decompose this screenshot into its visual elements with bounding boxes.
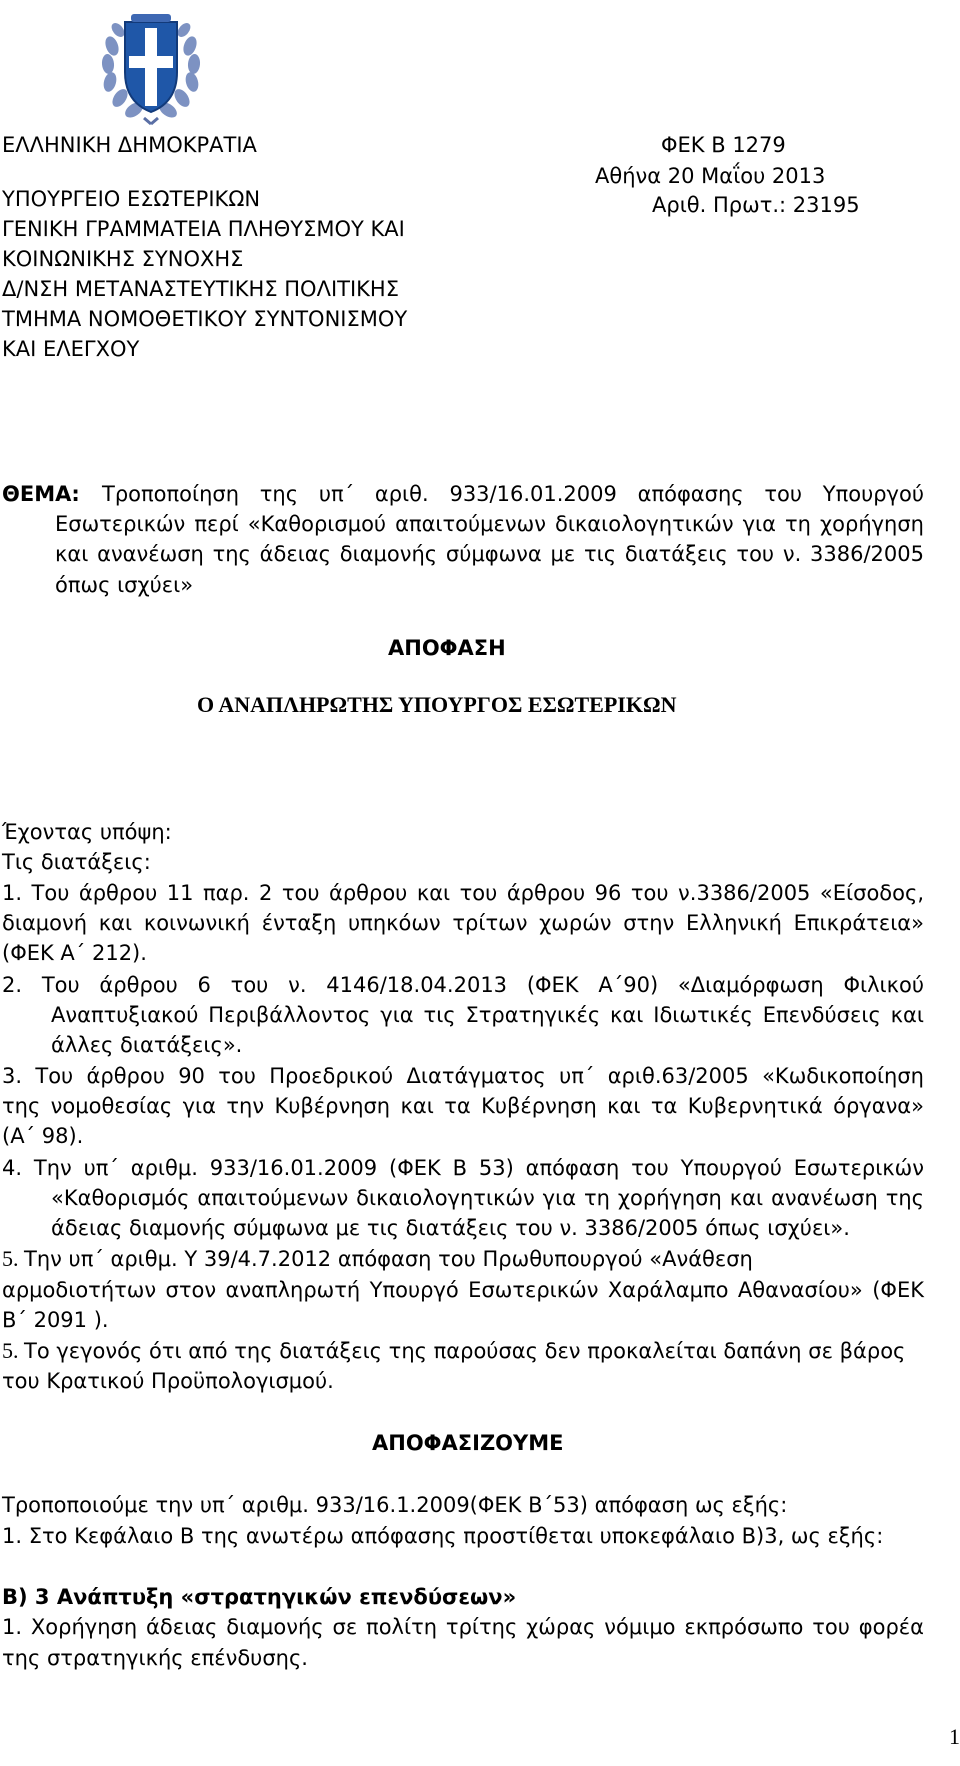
page-number: 1 <box>949 1724 960 1749</box>
minister-heading: Ο ΑΝΑΠΛΗΡΩΤΗΣ ΥΠΟΥΡΓΟΣ ΕΣΩΤΕΡΙΚΩΝ <box>197 692 677 717</box>
section-text-line-2: της στρατηγικής επένδυσης. <box>2 1646 308 1670</box>
subject-line-2: Εσωτερικών περί «Καθορισμού απαιτούμενων δικαιολογητικών για τη χορήγηση <box>55 512 924 536</box>
decide-heading: ΑΠΟΦΑΣΙΖΟΥΜΕ <box>372 1431 564 1455</box>
item-1-line-2: διαμονή και κοινωνική ένταξη υπηκόων τρίτων χωρών στην Ελληνική Επικράτεια» <box>2 911 924 935</box>
item-2-line-1: 2. Του άρθρου 6 του ν. 4146/18.04.2013 (ΦΕΚ Α΄90) «Διαμόρφωση Φιλικού <box>2 973 924 997</box>
gazette-reference: ΦΕΚ Β 1279 <box>661 133 786 157</box>
item-5-line-1: Την υπ΄ αριθμ. Υ 39/4.7.2012 απόφαση του Πρωθυπουργού «Ανάθεση <box>24 1247 753 1271</box>
item-6-line-1: Το γεγονός ότι από της διατάξεις της παρούσας δεν προκαλείται δαπάνη σε βάρος <box>24 1339 906 1363</box>
decision-heading: ΑΠΟΦΑΣΗ <box>388 636 506 660</box>
item-6-number: 5. <box>2 1338 19 1363</box>
item-1-line-1: 1. Του άρθρου 11 παρ. 2 του άρθρου και του άρθρου 96 του ν.3386/2005 «Είσοδος, <box>2 881 924 905</box>
header-general-secretariat: ΓΕΝΙΚΗ ΓΡΑΜΜΑΤΕΙΑ ΠΛΗΘΥΣΜΟΥ ΚΑΙ <box>2 217 405 241</box>
amend-line-1: Τροποποιούμε την υπ΄ αριθμ. 933/16.1.2009(ΦΕΚ Β΄53) απόφαση ως εξής: <box>2 1493 788 1517</box>
item-4-line-3: άδειας διαμονής σύμφωνα με τις διατάξεις του ν. 3386/2005 όπως ισχύει». <box>51 1216 850 1240</box>
header-directorate: Δ/ΝΣΗ ΜΕΤΑΝΑΣΤΕΥΤΙΚΗΣ ΠΟΛΙΤΙΚΗΣ <box>2 277 399 301</box>
date-place: Αθήνα 20 Μαΐου 2013 <box>595 164 826 188</box>
item-2-line-3: άλλες διατάξεις». <box>51 1033 243 1057</box>
protocol-number: Αριθ. Πρωτ.: 23195 <box>652 193 860 217</box>
item-3-line-1: 3. Του άρθρου 90 του Προεδρικού Διατάγματος υπ΄ αριθ.63/2005 «Κωδικοποίηση <box>2 1064 924 1088</box>
item-2-line-2: Αναπτυξιακού Περιβάλλοντος για τις Στρατηγικές και Ιδιωτικές Επενδύσεις και <box>51 1003 924 1027</box>
header-department-cont: ΚΑΙ ΕΛΕΓΧΟΥ <box>2 337 140 361</box>
item-4-line-2: «Καθορισμός απαιτούμενων δικαιολογητικών για τη χορήγηση και ανανέωση της <box>51 1186 924 1210</box>
header-department: ΤΜΗΜΑ ΝΟΜΟΘΕΤΙΚΟΥ ΣΥΝΤΟΝΙΣΜΟΥ <box>2 307 408 331</box>
item-5-line-3: Β΄ 2091 ). <box>2 1308 109 1332</box>
item-1-line-3: (ΦΕΚ Α΄ 212). <box>2 941 147 965</box>
coat-of-arms-emblem <box>98 6 204 130</box>
item-6-line-2: του Κρατικού Προϋπολογισμού. <box>2 1369 334 1393</box>
amend-line-2: 1. Στο Κεφάλαιο Β της ανωτέρω απόφασης προστίθεται υποκεφάλαιο Β)3, ως εξής: <box>2 1524 884 1548</box>
item-5-line-2: αρμοδιοτήτων στον αναπληρωτή Υπουργό Εσωτερικών Χαράλαμπο Αθανασίου» (ΦΕΚ <box>2 1278 924 1302</box>
section-text-line-1: 1. Χορήγηση άδειας διαμονής σε πολίτη τρίτης χώρας νόμιμο εκπρόσωπο του φορέα <box>2 1615 924 1639</box>
item-3-line-3: (Α΄ 98). <box>2 1124 84 1148</box>
subject-label: ΘΕΜΑ: <box>2 482 80 506</box>
subject-line-1: Τροποποίηση της υπ΄ αριθ. 933/16.01.2009 απόφασης του Υπουργού <box>102 482 924 506</box>
subject-line-4: όπως ισχύει» <box>55 573 194 597</box>
section-heading: Β) 3 Ανάπτυξη «στρατηγικών επενδύσεων» <box>2 1585 517 1609</box>
header-general-secretariat-cont: ΚΟΙΝΩΝΙΚΗΣ ΣΥΝΟΧΗΣ <box>2 247 244 271</box>
considering-intro: Έχοντας υπόψη: <box>2 820 172 844</box>
item-4-line-1: 4. Την υπ΄ αριθμ. 933/16.01.2009 (ΦΕΚ Β 53) απόφαση του Υπουργού Εσωτερικών <box>2 1156 924 1180</box>
item-5-number: 5. <box>2 1246 19 1271</box>
subject-line-3: και ανανέωση της άδειας διαμονής σύμφωνα με τις διατάξεις του ν. 3386/2005 <box>55 542 924 566</box>
item-3-line-2: της νομοθεσίας για την Κυβέρνηση και τα Κυβέρνηση και τα Κυβερνητικά όργανα» <box>2 1094 924 1118</box>
provisions-intro: Τις διατάξεις: <box>2 850 151 874</box>
header-republic: ΕΛΛΗΝΙΚΗ ΔΗΜΟΚΡΑΤΙΑ <box>2 133 257 157</box>
header-ministry: ΥΠΟΥΡΓΕΙΟ ΕΣΩΤΕΡΙΚΩΝ <box>2 187 261 211</box>
